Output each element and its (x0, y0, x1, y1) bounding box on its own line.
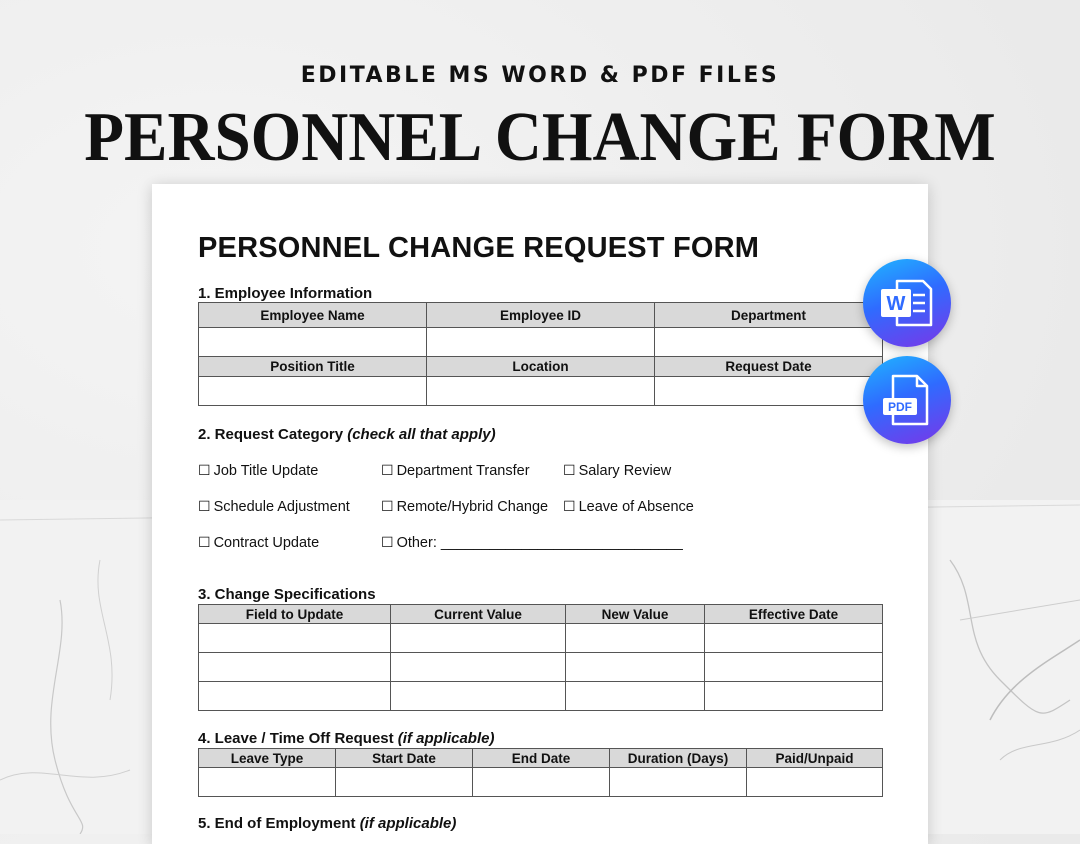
change-cell[interactable] (566, 682, 705, 711)
header-employee-id: Employee ID (427, 303, 655, 328)
checkbox-remote-hybrid-change[interactable] (381, 498, 548, 515)
checkbox-label: Other: ______________________________ (396, 535, 683, 551)
pdf-file-icon (863, 356, 951, 444)
section-employee-information-heading: 1. Employee Information (198, 285, 373, 302)
section-leave-request-note: (if applicable) (397, 730, 495, 747)
checkbox-salary-review[interactable] (563, 462, 671, 479)
checkbox-icon: ☐ (198, 462, 211, 478)
checkbox-contract-update[interactable] (198, 534, 319, 551)
section-leave-request-title: 4. Leave / Time Off Request (198, 730, 394, 747)
change-cell[interactable] (566, 624, 705, 653)
pdf-label: PDF (888, 400, 912, 414)
section-request-category-heading (198, 426, 496, 443)
leave-cell[interactable] (747, 768, 883, 797)
header-duration-days: Duration (Days) (610, 749, 747, 768)
checkbox-leave-of-absence[interactable] (563, 498, 694, 515)
checkbox-icon: ☐ (381, 534, 394, 550)
checkbox-label: Remote/Hybrid Change (396, 499, 549, 515)
change-cell[interactable] (705, 653, 883, 682)
section-end-of-employment-title: 5. End of Employment (198, 815, 356, 832)
word-file-icon (863, 259, 951, 347)
leave-cell[interactable] (473, 768, 610, 797)
pdf-badge (863, 356, 951, 444)
banner-headline: PERSONNEL CHANGE FORM (84, 99, 996, 176)
word-badge (863, 259, 951, 347)
change-cell[interactable] (391, 653, 566, 682)
change-cell[interactable] (705, 682, 883, 711)
change-cell[interactable] (391, 624, 566, 653)
header-paid-unpaid: Paid/Unpaid (747, 749, 883, 768)
change-cell[interactable] (391, 682, 566, 711)
employee-information-table (198, 302, 883, 406)
checkbox-label: Leave of Absence (578, 499, 694, 515)
checkbox-icon: ☐ (563, 462, 576, 478)
checkbox-label: Department Transfer (396, 463, 530, 479)
section-end-of-employment-note: (if applicable) (359, 815, 457, 832)
leave-cell[interactable] (336, 768, 473, 797)
header-employee-name: Employee Name (199, 303, 427, 328)
change-cell[interactable] (199, 624, 391, 653)
section-request-category-title: 2. Request Category (198, 426, 344, 443)
checkbox-label: Salary Review (578, 463, 672, 479)
employee-id-field[interactable] (427, 328, 655, 357)
banner-subtitle: EDITABLE MS WORD & PDF FILES (300, 63, 780, 88)
change-specifications-table (198, 604, 883, 711)
leave-request-table (198, 748, 883, 797)
checkbox-other[interactable] (381, 534, 683, 551)
request-date-field[interactable] (655, 377, 883, 406)
leave-cell[interactable] (610, 768, 747, 797)
section-end-of-employment-heading (198, 815, 456, 832)
header-field-to-update: Field to Update (199, 605, 391, 624)
header-new-value: New Value (566, 605, 705, 624)
leave-cell[interactable] (199, 768, 336, 797)
header-effective-date: Effective Date (705, 605, 883, 624)
form-page (152, 184, 928, 844)
header-location: Location (427, 357, 655, 377)
checkbox-icon: ☐ (198, 498, 211, 514)
header-position-title: Position Title (199, 357, 427, 377)
location-field[interactable] (427, 377, 655, 406)
checkbox-department-transfer[interactable] (381, 462, 530, 479)
header-current-value: Current Value (391, 605, 566, 624)
header-start-date: Start Date (336, 749, 473, 768)
header-leave-type: Leave Type (199, 749, 336, 768)
change-cell[interactable] (705, 624, 883, 653)
checkbox-label: Contract Update (213, 535, 320, 551)
checkbox-icon: ☐ (198, 534, 211, 550)
header-request-date: Request Date (655, 357, 883, 377)
checkbox-icon: ☐ (381, 498, 394, 514)
section-request-category-note: (check all that apply) (347, 426, 496, 443)
checkbox-label: Job Title Update (213, 463, 319, 479)
change-cell[interactable] (199, 653, 391, 682)
header-end-date: End Date (473, 749, 610, 768)
checkbox-icon: ☐ (381, 462, 394, 478)
section-change-specifications-heading: 3. Change Specifications (198, 586, 376, 603)
checkbox-schedule-adjustment[interactable] (198, 498, 350, 515)
header-department: Department (655, 303, 883, 328)
change-cell[interactable] (199, 682, 391, 711)
word-letter: W (886, 293, 906, 315)
employee-name-field[interactable] (199, 328, 427, 357)
checkbox-label: Schedule Adjustment (213, 499, 350, 515)
checkbox-icon: ☐ (563, 498, 576, 514)
position-title-field[interactable] (199, 377, 427, 406)
form-title: PERSONNEL CHANGE REQUEST FORM (198, 232, 760, 264)
checkbox-job-title-update[interactable] (198, 462, 318, 479)
department-field[interactable] (655, 328, 883, 357)
change-cell[interactable] (566, 653, 705, 682)
section-leave-request-heading (198, 730, 494, 747)
